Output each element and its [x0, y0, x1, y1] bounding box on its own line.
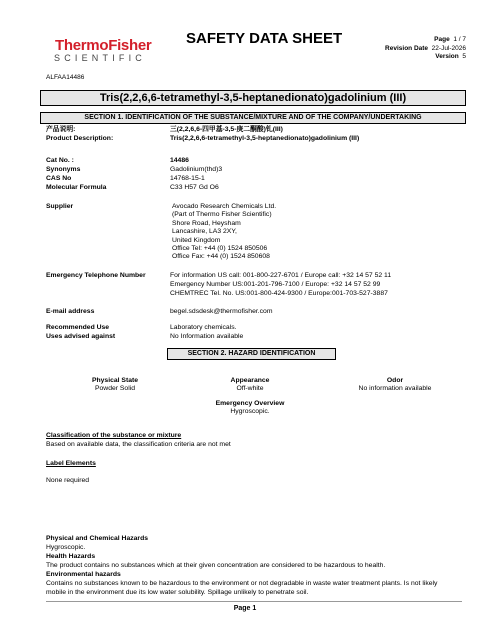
email-value[interactable]: begel.sdsdesk@thermofisher.com [170, 308, 273, 315]
emergency-overview [195, 400, 305, 417]
chinese-label: 产品说明: [46, 126, 76, 133]
label-elements-label: Label Elements [46, 460, 96, 467]
cas-no-label: CAS No [46, 175, 72, 182]
appearance-label: Appearance [230, 377, 270, 384]
page-footer: Page 1 [233, 605, 257, 612]
document-meta [385, 36, 466, 62]
supplier-line: Avocado Research Chemicals Ltd. [172, 203, 277, 210]
environmental-hazards-label: Environmental hazards [46, 571, 121, 578]
health-hazards-label: Health Hazards [46, 553, 96, 560]
supplier-line: (Part of Thermo Fisher Scientific) [172, 211, 272, 219]
recommended-use-value: Laboratory chemicals. [170, 324, 237, 331]
supplier-address [172, 203, 276, 262]
thermofisher-logo-subtitle: SCIENTIFIC [54, 53, 147, 63]
uses-advised-against-label: Uses advised against [46, 333, 116, 340]
molecular-formula-label: Molecular Formula [46, 184, 107, 191]
supplier-line: Office Fax: +44 (0) 1524 850608 [172, 253, 270, 261]
supplier-line: United Kingdom [172, 236, 221, 244]
document-code: ALFAA14486 [46, 74, 85, 81]
physical-state-value: Powder Solid [94, 385, 136, 393]
health-hazards-value: The product contains no substances which at their given concentration are considered to be hazardous to health. [46, 562, 386, 569]
chinese-value: 三(2,2,6,6-四甲基-3,5-庚二酮酸)钆(III) [170, 126, 283, 133]
product-description-label: Product Description: [46, 135, 114, 142]
page-value: 1 / 7 [453, 36, 466, 43]
physical-state-label: Physical State [91, 377, 139, 384]
emergency-phone-line2: Emergency Number US:001-201-796-7100 / Europe: +32 14 57 52 99 [170, 281, 381, 288]
cat-no-value: 14486 [170, 157, 189, 164]
product-description-value: Tris(2,2,6,6-tetramethyl-3,5-heptanedionato)gadolinium (III) [170, 135, 360, 142]
supplier-line: Lancashire, LA3 2XY, [172, 228, 237, 236]
uses-advised-against-value: No Information available [170, 333, 244, 340]
label-elements-value: None required [46, 477, 90, 484]
supplier-line: Office Tel: +44 (0) 1524 850506 [172, 245, 268, 253]
emergency-phone-label: Emergency Telephone Number [46, 272, 146, 279]
environmental-hazards-line1: Contains no substances known to be hazardous to the environment or not degradable in waste water treatment plants. Is not likely [46, 580, 438, 587]
emergency-phone-line1: For information US call: 001-800-227-6701 / Europe call: +32 14 57 52 11 [170, 272, 392, 279]
molecular-formula-value: C33 H57 Gd O6 [170, 184, 219, 191]
environmental-hazards-line2: mobile in the environment due its low water solubility. Spillage unlikely to penetrate soil. [46, 589, 309, 596]
emergency-overview-label: Emergency Overview [215, 400, 285, 407]
page-label: Page [434, 36, 450, 43]
footer-divider [46, 601, 462, 602]
physical-state [60, 377, 170, 394]
synonyms-label: Synonyms [46, 166, 81, 173]
cas-no-value: 14768-15-1 [170, 175, 205, 182]
classification-value: Based on available data, the classification criteria are not met [46, 441, 231, 448]
email-label: E-mail address [46, 308, 95, 315]
emergency-phone-line3: CHEMTREC Tel. No. US:001-800-424-9300 / Europe:001-703-527-3887 [170, 290, 388, 297]
classification-label: Classification of the substance or mixture [46, 432, 182, 439]
synonyms-value: Gadolinium(thd)3 [170, 166, 223, 173]
emergency-overview-value: Hygroscopic. [230, 408, 270, 416]
section1-header: SECTION 1. IDENTIFICATION OF THE SUBSTANCE/MIXTURE AND OF THE COMPANY/UNDERTAKING [40, 112, 466, 124]
appearance [195, 377, 305, 394]
document-title: SAFETY DATA SHEET [186, 30, 343, 47]
odor-label: Odor [386, 377, 404, 384]
section2-header: SECTION 2. HAZARD IDENTIFICATION [167, 348, 336, 360]
version-value: 5 [462, 53, 466, 60]
product-title: Tris(2,2,6,6-tetramethyl-3,5-heptanedionato)gadolinium (III) [40, 90, 466, 106]
supplier-line: Shore Road, Heysham [172, 219, 241, 227]
thermofisher-logo: ThermoFisher [55, 37, 152, 54]
odor-value: No information available [358, 385, 432, 393]
supplier-label: Supplier [46, 203, 74, 210]
revision-value: 22-Jul-2026 [431, 44, 466, 52]
physical-chemical-hazards-value: Hygroscopic. [46, 544, 86, 551]
revision-label: Revision Date [385, 44, 429, 52]
physical-chemical-hazards-label: Physical and Chemical Hazards [46, 535, 148, 542]
recommended-use-label: Recommended Use [46, 324, 110, 331]
odor [330, 377, 460, 394]
cat-no-label: Cat No. : [46, 157, 74, 164]
version-label: Version [435, 53, 459, 60]
appearance-value: Off-white [236, 385, 264, 393]
